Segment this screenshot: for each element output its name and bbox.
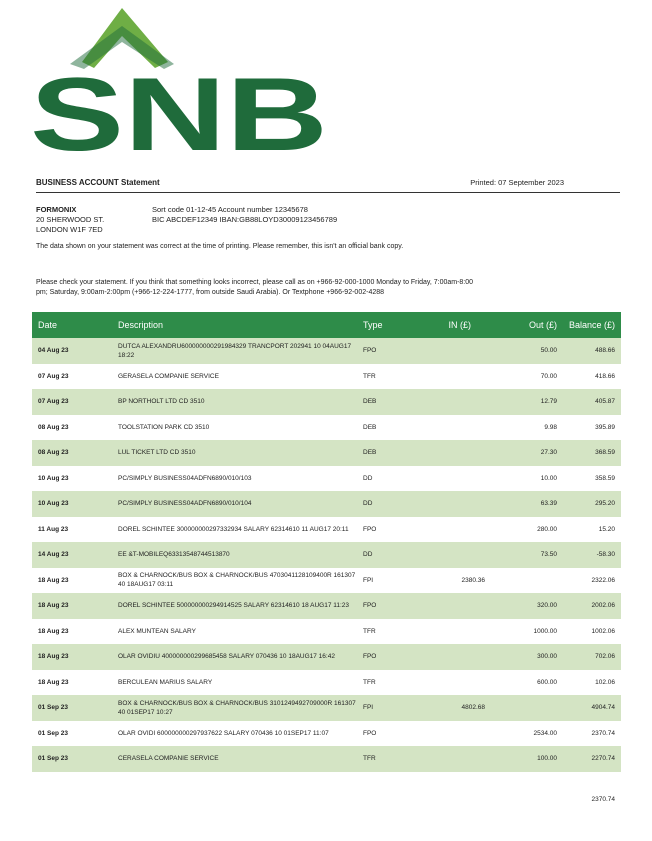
cell-balance: 15.20 [598, 525, 615, 533]
cell-balance: 2270.74 [557, 746, 621, 772]
cell-description: EE &T-MOBILEQ63313548744513870 [118, 542, 363, 568]
cell-in [423, 517, 485, 543]
cell-type: TFR [363, 627, 376, 635]
cell-balance: -58.30 [557, 542, 621, 568]
cell-out: 27.30 [485, 440, 557, 466]
cell-description: GERASELA COMPANIE SERVICE [118, 372, 219, 380]
cell-in [423, 619, 485, 645]
table-row [32, 721, 621, 747]
table-row [32, 568, 621, 594]
cell-balance: 405.87 [557, 389, 621, 415]
cell-out: 70.00 [540, 372, 557, 380]
address-line-2: LONDON W1F 7ED [36, 225, 103, 234]
cell-description: OLAR OVIDI 600000000297937622 SALARY 070436 10 01SEP17 11:07 [118, 729, 329, 737]
col-balance: Balance (£) [557, 312, 621, 338]
col-out: Out (£) [485, 312, 557, 338]
cell-date: 01 Sep 23 [32, 695, 118, 721]
accuracy-note: The data shown on your statement was correct at the time of printing. Please remember, this isn't an official bank copy. [36, 243, 404, 250]
cell-description: BOX & CHARNOCK/BUS BOX & CHARNOCK/BUS 3101249492709000R 161307 40 01SEP17 10:27 [118, 695, 363, 721]
cell-description: DUTCA ALEXANDRU600000000291984329 TRANCPORT 202941 10 04AUG17 18:22 [118, 338, 363, 364]
cell-balance: 488.66 [557, 338, 621, 364]
cell-in [423, 644, 485, 670]
table-row [32, 746, 621, 772]
cell-out: 50.00 [485, 338, 557, 364]
cell-description: BOX & CHARNOCK/BUS BOX & CHARNOCK/BUS 4703041128109400R 161307 40 18AUG17 03:11 [118, 572, 356, 589]
cell-out: 320.00 [485, 593, 557, 619]
table-header-row [32, 312, 621, 338]
address-line-1: 20 SHERWOOD ST. [36, 215, 105, 224]
bic-iban-line: BIC ABCDEF12349 IBAN:GB88LOYD30009123456789 [152, 215, 338, 224]
cell-type: TFR [363, 372, 376, 380]
cell-in [423, 593, 485, 619]
snb-logo [30, 8, 330, 158]
table-row [32, 491, 621, 517]
col-in: IN (£) [423, 312, 485, 338]
cell-out: 9.98 [544, 423, 557, 431]
cell-balance: 4904.74 [557, 695, 621, 721]
printed-date: Printed: 07 September 2023 [470, 178, 564, 187]
cell-out: 73.50 [485, 542, 557, 568]
cell-type: FPO [363, 593, 423, 619]
cell-in [423, 670, 485, 696]
table-row [32, 517, 621, 543]
table-row [32, 364, 621, 390]
cell-in [423, 440, 485, 466]
final-balance: 2370.74 [591, 796, 615, 803]
cell-type: FPI [363, 695, 423, 721]
cell-balance: 418.66 [595, 372, 615, 380]
company-block [36, 205, 104, 235]
cell-date: 08 Aug 23 [32, 440, 118, 466]
cell-type: FPO [363, 729, 377, 737]
cell-date: 08 Aug 23 [38, 423, 69, 431]
table-row [32, 695, 621, 721]
cell-type: DEB [363, 389, 423, 415]
cell-out: 100.00 [485, 746, 557, 772]
cell-description: BP NORTHOLT LTD CD 3510 [118, 389, 363, 415]
cell-description: BERCULEAN MARIUS SALARY [118, 678, 213, 686]
cell-date: 10 Aug 23 [32, 491, 118, 517]
cell-date: 01 Sep 23 [32, 746, 118, 772]
cell-out: 12.79 [485, 389, 557, 415]
cell-out: 1000.00 [533, 627, 557, 635]
table-row [32, 593, 621, 619]
cell-out: 2534.00 [533, 729, 557, 737]
statement-header [36, 176, 620, 193]
cell-in: 2380.36 [461, 576, 485, 584]
cell-balance: 1002.06 [591, 627, 615, 635]
cell-description: DOREL SCHINTEE 500000000294914525 SALARY 62314610 18 AUG17 11:23 [118, 593, 363, 619]
cell-description: PC/SIMPLY BUSINESS04ADFN6890/010/103 [118, 474, 252, 482]
cell-balance: 102.06 [595, 678, 615, 686]
cell-balance: 2322.06 [591, 576, 615, 584]
cell-type: FPI [363, 576, 374, 584]
cell-balance: 2002.06 [557, 593, 621, 619]
cell-date: 04 Aug 23 [32, 338, 118, 364]
cell-type: FPO [363, 644, 423, 670]
cell-out: 63.39 [485, 491, 557, 517]
table-row [32, 619, 621, 645]
cell-in [423, 389, 485, 415]
cell-balance: 702.06 [557, 644, 621, 670]
cell-type: DD [363, 542, 423, 568]
cell-description: DOREL SCHINTEE 300000000297332934 SALARY 62314610 11 AUG17 20:11 [118, 525, 349, 533]
cell-in [423, 721, 485, 747]
transactions-body [32, 338, 621, 772]
cell-type: TFR [363, 746, 423, 772]
cell-balance: 2370.74 [591, 729, 615, 737]
cell-description: CERASELA COMPANIE SERVICE [118, 746, 363, 772]
table-row [32, 466, 621, 492]
check-note: Please check your statement. If you think that something looks incorrect, please call as on +966-92-000-1000 Monday to Friday, 7:00am-8:00 pm; Saturday, 9:00am-2:00pm (+966-12-224-1777, from outside Saudi Arabia). Or Textphone +966-92-002-4288 [36, 279, 474, 296]
cell-balance: 295.20 [557, 491, 621, 517]
cell-description: LUL TICKET LTD CD 3510 [118, 440, 363, 466]
cell-type: TFR [363, 678, 376, 686]
table-row [32, 415, 621, 441]
cell-date: 18 Aug 23 [32, 593, 118, 619]
cell-date: 18 Aug 23 [38, 576, 69, 584]
cell-type: FPO [363, 525, 377, 533]
cell-in [423, 746, 485, 772]
cell-in [423, 542, 485, 568]
sort-code-line: Sort code 01-12-45 Account number 12345678 [152, 205, 308, 214]
cell-description: PC/SIMPLY BUSINESS04ADFN6890/010/104 [118, 491, 363, 517]
cell-type: DD [363, 474, 373, 482]
col-type: Type [363, 312, 423, 338]
cell-in [423, 338, 485, 364]
cell-out: 10.00 [540, 474, 557, 482]
statement-title: BUSINESS ACCOUNT Statement [36, 178, 160, 187]
cell-date: 07 Aug 23 [38, 372, 69, 380]
table-row [32, 670, 621, 696]
cell-date: 01 Sep 23 [38, 729, 68, 737]
col-description: Description [118, 312, 363, 338]
cell-in [423, 415, 485, 441]
cell-type: DEB [363, 423, 377, 431]
cell-date: 07 Aug 23 [32, 389, 118, 415]
col-date: Date [32, 312, 118, 338]
cell-out [485, 568, 557, 594]
cell-description: OLAR OVIDIU 400000000299685458 SALARY 070436 10 18AUG17 16:42 [118, 644, 363, 670]
cell-type: FPO [363, 338, 423, 364]
table-row [32, 338, 621, 364]
cell-in [423, 364, 485, 390]
account-details [152, 205, 337, 225]
cell-in: 4802.68 [423, 695, 485, 721]
cell-date: 18 Aug 23 [32, 644, 118, 670]
table-row [32, 389, 621, 415]
table-row [32, 542, 621, 568]
cell-type: DEB [363, 440, 423, 466]
transactions-table [32, 312, 621, 772]
cell-date: 18 Aug 23 [38, 627, 69, 635]
cell-description: ALEX MUNTEAN SALARY [118, 627, 196, 635]
cell-in [423, 466, 485, 492]
cell-date: 18 Aug 23 [38, 678, 69, 686]
cell-description: TOOLSTATION PARK CD 3510 [118, 423, 210, 431]
cell-type: DD [363, 491, 423, 517]
cell-date: 14 Aug 23 [32, 542, 118, 568]
cell-date: 10 Aug 23 [38, 474, 69, 482]
cell-out: 280.00 [537, 525, 557, 533]
company-name: FORMONIX [36, 205, 77, 214]
cell-out: 600.00 [537, 678, 557, 686]
cell-date: 11 Aug 23 [38, 525, 69, 533]
logo-text: SNB [30, 57, 328, 158]
table-row [32, 644, 621, 670]
cell-in [423, 491, 485, 517]
cell-balance: 358.59 [595, 474, 615, 482]
table-row [32, 440, 621, 466]
cell-balance: 395.89 [595, 423, 615, 431]
cell-out [485, 695, 557, 721]
cell-out: 300.00 [485, 644, 557, 670]
cell-balance: 368.59 [557, 440, 621, 466]
